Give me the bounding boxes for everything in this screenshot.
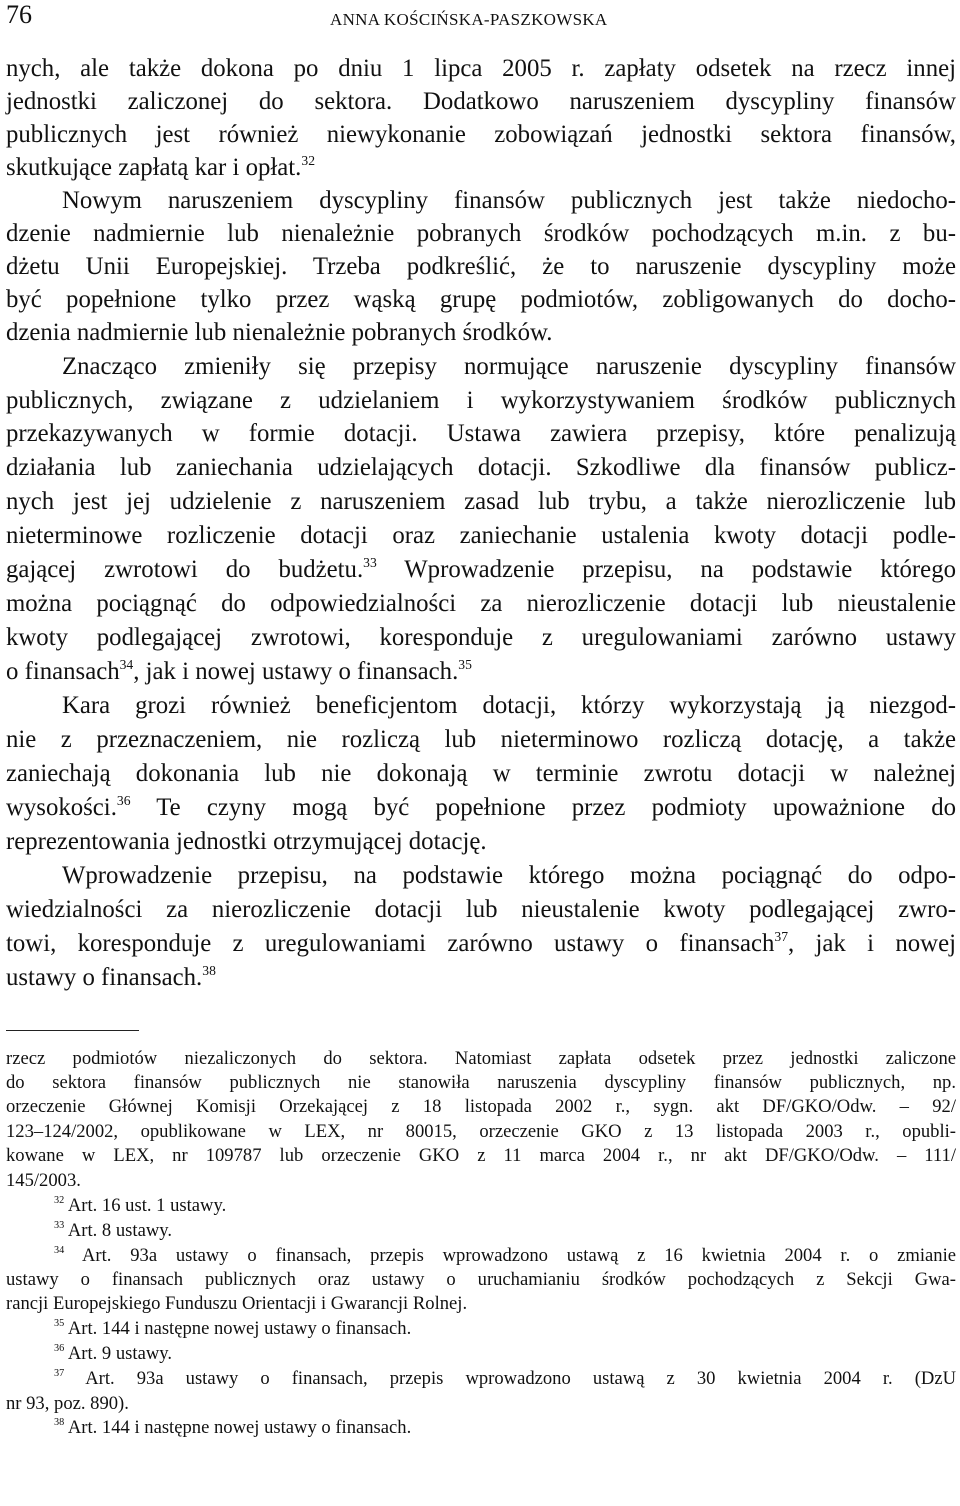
text-run: Znacząco zmieniły się przepisy normujące naruszenie dyscypliny finansów [62, 353, 956, 380]
body-line [62, 689, 956, 722]
text-run: Art. 8 ustawy. [64, 1220, 172, 1241]
footnote-line [6, 1094, 956, 1119]
body-line [6, 825, 487, 858]
footnote-line [6, 1119, 956, 1144]
text-run: ustawy o finansach publicznych oraz ustawy o uruchamianiu środków pochodzących z Sekcji Gwa- [6, 1269, 956, 1290]
text-run: jednostki zaliczonej do sektora. Dodatkowo naruszeniem dyscypliny finansów [6, 88, 956, 115]
text-run: reprezentowania jednostki otrzymującej dotację. [6, 828, 487, 855]
text-run: Nowym naruszeniem dyscypliny finansów publicznych jest także niedocho- [62, 187, 956, 214]
text-run: zaniechają dokonania lub nie dokonają w terminie zwrotu dotacji w należnej [6, 760, 956, 787]
text-run: być popełnione tylko przez wąską grupę podmiotów, zobligowanych do docho- [6, 286, 956, 313]
page-header [6, 0, 956, 40]
footnote-ref: 32 [54, 1195, 65, 1207]
text-run: ustawy o finansach. [6, 964, 203, 991]
body-line [6, 893, 956, 926]
footnote-ref: 38 [54, 1417, 65, 1429]
footnote-line [6, 1168, 81, 1193]
text-run: nych, ale także dokona po dniu 1 lipca 2005 r. zapłaty odsetek na rzecz innej [6, 55, 956, 82]
footnote-line [6, 1267, 956, 1292]
footnote-ref: 38 [202, 962, 216, 978]
text-run: gającej zwrotowi do budżetu. [6, 556, 364, 583]
body-line [6, 151, 315, 187]
text-run: Art. 144 i następne nowej ustawy o finansach. [64, 1417, 412, 1438]
body-line [6, 621, 956, 654]
footnote-line [54, 1193, 226, 1221]
body-line [6, 384, 956, 417]
body-line [6, 723, 956, 756]
text-run: kwoty podlegającej zwrotowi, koresponduje z uregulowaniami zarówno ustawy [6, 624, 956, 651]
body-line [6, 283, 956, 316]
text-run: dzenia nadmiernie lub nienależnie pobranych środków. [6, 319, 553, 346]
page-number: 76 [6, 0, 32, 29]
body-line [6, 553, 956, 589]
body-line [6, 927, 956, 963]
body-line [6, 791, 956, 827]
footnote-line [54, 1218, 172, 1246]
text-run: Te czyny mogą być popełnione przez podmioty upoważnione do [130, 794, 956, 821]
footnote-ref: 35 [54, 1318, 65, 1330]
body-line [6, 52, 956, 85]
text-run: Art. 16 ust. 1 ustawy. [64, 1195, 227, 1216]
text-run: nie z przeznaczeniem, nie rozliczą lub nieterminowo rozliczą dotację, a także [6, 726, 956, 753]
body-line [6, 451, 956, 484]
text-run: przekazywanych w formie dotacji. Ustawa zawiera przepisy, które penalizują [6, 420, 956, 447]
footnote-ref: 36 [116, 792, 131, 808]
text-run: nieterminowe rozliczenie dotacji oraz zaniechanie ustalenia kwoty dotacji podle- [6, 522, 956, 549]
body-line [62, 184, 956, 217]
footnote-line [54, 1415, 411, 1443]
footnote-line [54, 1316, 411, 1344]
running-title: ANNA KOŚCIŃSKA-PASZKOWSKA [330, 10, 608, 29]
body-line [6, 587, 956, 620]
footnote-ref: 32 [301, 152, 315, 168]
body-line [6, 757, 956, 790]
text-run: rzecz podmiotów niezaliczonych do sektora. Natomiast zapłata odsetek przez jednostki zaliczone [6, 1048, 956, 1069]
text-run: dzenie nadmiernie lub nienależnie pobranych środków pochodzących m.in. z bu- [6, 220, 956, 247]
text-run: 145/2003. [6, 1170, 81, 1191]
footnote-line [54, 1366, 956, 1394]
text-run: , jak i nowej [788, 930, 956, 957]
text-run: dżetu Unii Europejskiej. Trzeba podkreślić, że to naruszenie dyscypliny może [6, 253, 956, 280]
text-run: można pociągnąć do odpowiedzialności za nierozliczenie dotacji lub nieustalenie [6, 590, 956, 617]
text-run: publicznych jest również niewykonanie zobowiązań jednostki sektora finansów, [6, 121, 956, 148]
footnote-ref: 34 [119, 656, 134, 672]
text-run: towi, koresponduje z uregulowaniami zarówno ustawy o finansach [6, 930, 775, 957]
text-run: wysokości. [6, 794, 117, 821]
text-run: 123–124/2002, opublikowane w LEX, nr 80015, orzeczenie GKO z 13 listopada 2003 r., opubli- [6, 1121, 956, 1142]
text-run: Wprowadzenie przepisu, na podstawie którego można pociągnąć do odpo- [62, 862, 956, 889]
footnote-ref: 33 [363, 554, 377, 570]
body-line [62, 859, 956, 892]
body-line [6, 655, 472, 691]
body-line [62, 350, 956, 383]
body-line [6, 316, 552, 349]
body-line [6, 217, 956, 250]
body-line [6, 519, 956, 552]
body-line [6, 485, 956, 518]
footnote-line [6, 1143, 956, 1168]
text-run: Art. 9 ustawy. [64, 1343, 172, 1364]
text-run: orzeczenie Głównej Komisji Orzekającej z 18 listopada 2002 r., sygn. akt DF/GKO/Odw. – 92/ [6, 1096, 956, 1117]
text-run: Wprowadzenie przepisu, na podstawie którego [376, 556, 956, 583]
footnote-line [6, 1291, 467, 1316]
footnote-separator [6, 1030, 139, 1031]
footnote-line [6, 1391, 129, 1416]
footnote-ref: 37 [774, 928, 788, 944]
text-run: Art. 93a ustawy o finansach, przepis wprowadzono ustawą z 30 kwietnia 2004 r. (DzU [64, 1368, 956, 1389]
text-run: wiedzialności za nierozliczenie dotacji lub nieustalenie kwoty podlegającej zwro- [6, 896, 956, 923]
footnote-line [54, 1341, 172, 1369]
text-run: rancji Europejskiego Funduszu Orientacji i Gwarancji Rolnej. [6, 1293, 468, 1314]
text-run: skutkujące zapłatą kar i opłat. [6, 154, 302, 181]
text-run: publicznych, związane z udzielaniem i wykorzystywaniem środków publicznych [6, 387, 956, 414]
text-run: nr 93, poz. 890). [6, 1393, 129, 1414]
footnote-ref: 35 [458, 656, 472, 672]
text-run: Art. 144 i następne nowej ustawy o finansach. [64, 1318, 412, 1339]
footnote-ref: 37 [54, 1368, 65, 1380]
text-run: kowane w LEX, nr 109787 lub orzeczenie GKO z 11 marca 2004 r., nr akt DF/GKO/Odw. – 111/ [6, 1145, 956, 1166]
body-line [6, 417, 956, 450]
text-run: do sektora finansów publicznych nie stanowiła naruszenia dyscypliny finansów publicznych, np. [6, 1072, 956, 1093]
footnote-line [6, 1070, 956, 1095]
footnote-ref: 34 [54, 1245, 65, 1257]
text-run: Art. 93a ustawy o finansach, przepis wprowadzono ustawą z 16 kwietnia 2004 r. o zmianie [64, 1245, 956, 1266]
footnote-ref: 33 [54, 1220, 65, 1232]
body-line [6, 250, 956, 283]
footnote-line [6, 1046, 956, 1071]
body-line [6, 118, 956, 151]
text-run: działania lub zaniechania udzielających dotacji. Szkodliwe dla finansów publicz- [6, 454, 956, 481]
footnote-ref: 36 [54, 1343, 65, 1355]
body-line [6, 961, 216, 997]
text-run: , jak i nowej ustawy o finansach. [133, 658, 459, 685]
body-line [6, 85, 956, 118]
text-run: nych jest jej udzielenie z naruszeniem zasad lub trybu, a także nierozliczenie lub [6, 488, 956, 515]
text-run: o finansach [6, 658, 120, 685]
text-run: Kara grozi również beneficjentom dotacji, którzy wykorzystają ją niezgod- [62, 692, 956, 719]
